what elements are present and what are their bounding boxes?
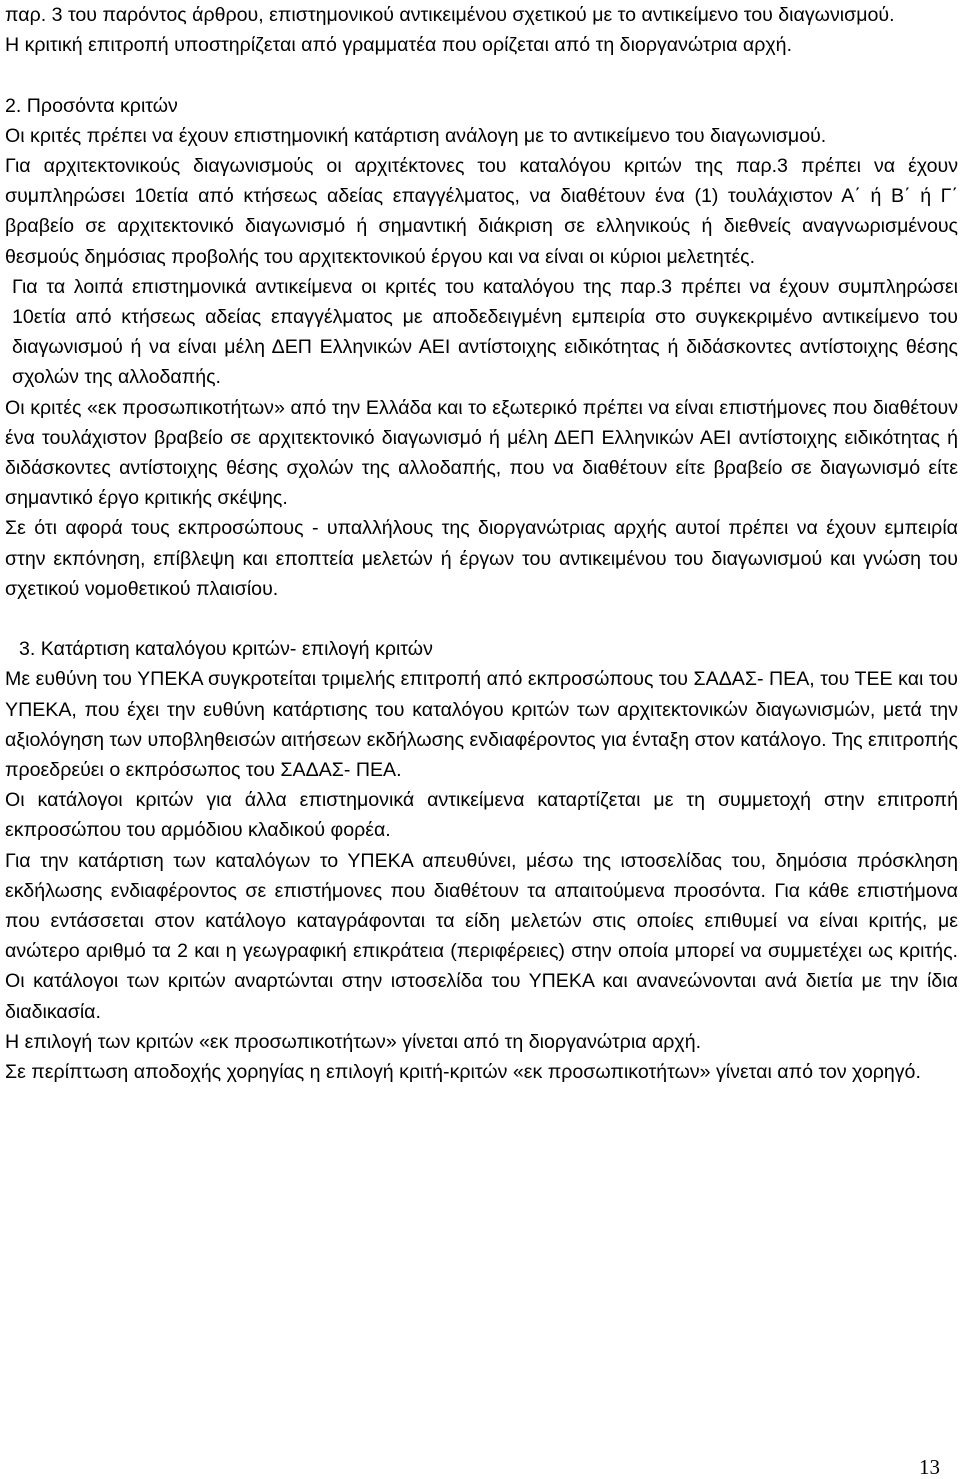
paragraph: παρ. 3 του παρόντος άρθρου, επιστημονικού αντικειμένου σχετικού με το αντικείμενο του διαγωνισμού.	[5, 4, 895, 26]
spacer	[5, 60, 958, 90]
document-page	[5, 0, 958, 1087]
paragraph: Σε περίπτωση αποδοχής χορηγίας η επιλογή κριτή-κριτών «εκ προσωπικοτήτων» γίνεται από τον χορηγό.	[5, 1061, 921, 1084]
spacer	[5, 604, 958, 634]
page-number: 13	[919, 1455, 940, 1479]
paragraph: Η κριτική επιτροπή υποστηρίζεται από γραμματέα που ορίζεται από τη διοργανώτρια αρχή.	[5, 34, 793, 57]
paragraph: Η επιλογή των κριτών «εκ προσωπικοτήτων» γίνεται από τη διοργανώτρια αρχή.	[5, 1030, 702, 1053]
paragraph: Οι κριτές πρέπει να έχουν επιστημονική κατάρτιση ανάλογη με το αντικείμενο του διαγωνισμού.	[5, 124, 827, 147]
paragraph: Οι κριτές «εκ προσωπικοτήτων» από την Ελλάδα και το εξωτερικό πρέπει να είναι επιστήμονες που διαθέτουν ένα τουλάχιστον βραβείο σε αρχιτεκτονικό διαγωνισμό ή μέλη ΔΕΠ Ελληνικών ΑΕΙ αντίστοιχης ειδικότητας ή διδάσκοντες αντίστοιχης θέσης σχολών της αλλοδαπής, που να διαθέτουν είτε βραβείο σε διαγωνισμό είτε σημαντικό έργο κριτικής σκέψης.	[5, 396, 958, 510]
paragraph: Για αρχιτεκτονικούς διαγωνισμούς οι αρχιτέκτονες του καταλόγου κριτών της παρ.3 πρέπει να έχουν συμπληρώσει 10ετία από κτήσεως αδείας επαγγέλματος, να διαθέτουν ένα (1) τουλάχιστον Α΄ ή Β΄ ή Γ΄ βραβείο σε αρχιτεκτονικό διαγωνισμό ή σημαντική διάκριση σε ελληνικούς ή διεθνείς αναγνωρισμένους θεσμούς δημόσιας προβολής του αρχιτεκτονικού έργου και να είναι οι κύριοι μελετητές.	[5, 155, 958, 268]
paragraph: Με ευθύνη του ΥΠΕΚΑ συγκροτείται τριμελής επιτροπή από εκπροσώπους του ΣΑΔΑΣ- ΠΕΑ, του ΤΕΕ και του ΥΠΕΚΑ, που έχει την ευθύνη κατάρτισης του καταλόγου κριτών των αρχιτεκτονικών διαγωνισμών, μετά την αξιολόγηση των υποβληθεισών αιτήσεων εκδήλωσης ενδιαφέροντος για ένταξη στον κατάλογο. Της επιτροπής προεδρεύει ο εκπρόσωπος του ΣΑΔΑΣ- ΠΕΑ.	[5, 668, 958, 782]
section-heading-3: 3. Κατάρτιση καταλόγου κριτών- επιλογή κριτών	[19, 638, 433, 661]
paragraph: Για τα λοιπά επιστημονικά αντικείμενα οι κριτές του καταλόγου της παρ.3 πρέπει να έχουν συμπληρώσει 10ετία από κτήσεως αδείας επαγγέλματος με αποδεδειγμένη εμπειρία στο συγκεκριμένο αντικείμενο του διαγωνισμού ή να είναι μέλη ΔΕΠ Ελληνικών ΑΕΙ αντίστοιχης ειδικότητας ή διδάσκοντες αντίστοιχης θέσης σχολών της αλλοδαπής.	[12, 275, 958, 389]
paragraph: Οι κατάλογοι κριτών για άλλα επιστημονικά αντικείμενα καταρτίζεται με τη συμμετοχή στην επιτροπή εκπροσώπου του αρμόδιου κλαδικού φορέα.	[5, 789, 958, 842]
paragraph: Σε ότι αφορά τους εκπροσώπους - υπαλλήλους της διοργανώτριας αρχής αυτοί πρέπει να έχουν εμπειρία στην εκπόνηση, επίβλεψη και εποπτεία μελετών ή έργων του αντικειμένου του διαγωνισμού και γνώση του σχετικού νομοθετικού πλαισίου.	[5, 517, 958, 600]
section-heading-2: 2. Προσόντα κριτών	[5, 94, 178, 117]
paragraph: Για την κατάρτιση των καταλόγων το ΥΠΕΚΑ απευθύνει, μέσω της ιστοσελίδας του, δημόσια πρόσκληση εκδήλωσης ενδιαφέροντος σε επιστήμονες που διαθέτουν τα απαιτούμενα προσόντα. Για κάθε επιστήμονα που εντάσσεται στον κατάλογο καταγράφονται τα είδη μελετών στις οποίες επιθυμεί να είναι κριτής, με ανώτερο αριθμό τα 2 και η γεωγραφική επικράτεια (περιφέρειες) στην οποία μπορεί να συμμετέχει ως κριτής. Οι κατάλογοι των κριτών αναρτώνται στην ιστοσελίδα του ΥΠΕΚΑ και ανανεώνονται ανά διετία με την ίδια διαδικασία.	[5, 849, 958, 1023]
